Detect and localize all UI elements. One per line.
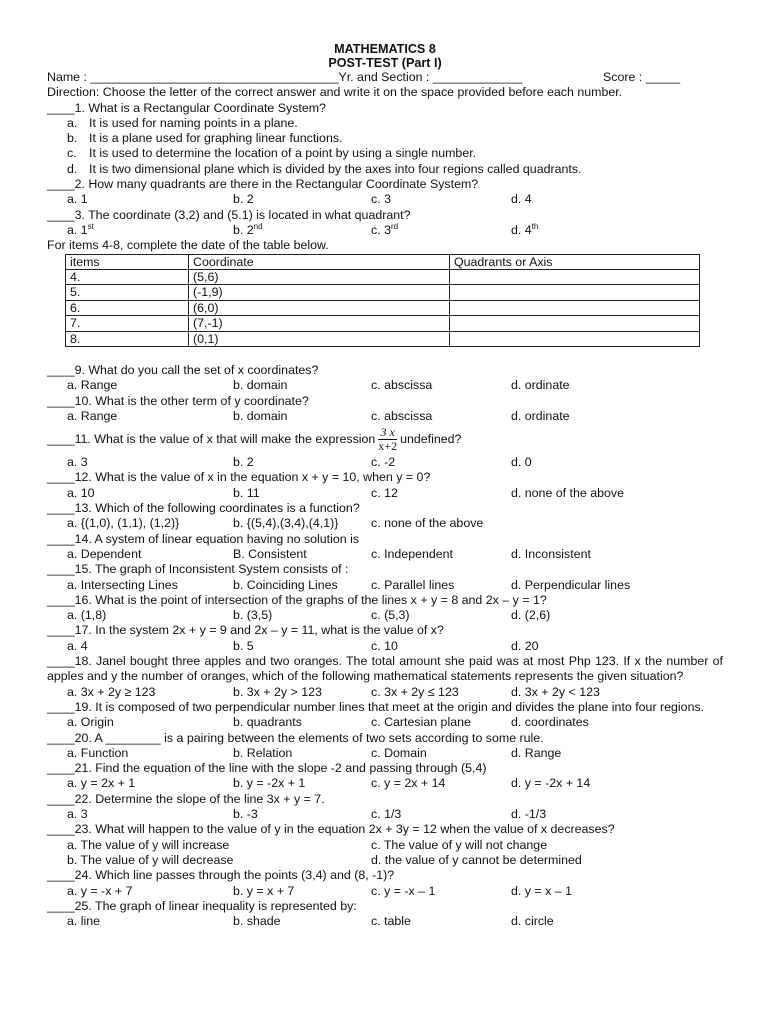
table-row [66,331,700,346]
table-cell-answer[interactable] [450,285,700,300]
q1-option-d: d. It is two dimensional plane which is divided by the axes into four regions called quadrants. [67,161,582,176]
q22-option-a: a. 3 [67,807,88,822]
q19-options [47,715,723,730]
q1-option-a: a. It is used for naming points in a plane. [67,115,298,130]
q20-option-d: d. Range [511,745,562,760]
q17-option-d: d. 20 [511,638,539,653]
direction-text: Direction: Choose the letter of the correct answer and write it on the space provided before each number. [47,85,623,100]
q23-option-a: a. The value of y will increase [67,837,230,852]
q19-option-a: a. Origin [67,715,114,730]
table-cell-item: 8. [66,331,189,346]
q3-option-a: a. 1st [67,221,94,237]
q19-option-b: b. quadrants [233,715,302,730]
q1-option-c: c. It is used to determine the location of a point by using a single number. [67,146,477,161]
q23-options-row2 [47,853,723,868]
question-11: ____11. What is the value of x that will make the expression $\frac{3 x}{x+2}$ undefined? [47,425,462,454]
q24-option-c: c. y = -x – 1 [371,883,436,898]
question-16: ____16. What is the point of intersection of the graphs of the lines x + y = 8 and 2x – y = 1? [47,592,547,607]
q13-option-a: a. {(1,0), (1,1), (1,2)} [67,516,180,531]
page-subtitle: POST-TEST (Part I) [328,56,442,70]
question-10: ____10. What is the other term of y coordinate? [47,393,309,408]
table-header-row [66,254,700,269]
q9-option-c: c. abscissa [371,378,433,393]
q23-options-row1 [47,838,723,853]
q20-option-b: b. Relation [233,745,293,760]
q3-option-d: d. 4th [511,221,539,237]
q21-option-b: b. y = -2x + 1 [233,776,306,791]
q11-option-c: c. -2 [371,455,396,470]
q12-option-d: d. none of the above [511,485,624,500]
q25-option-d: d. circle [511,914,554,929]
table-row [66,316,700,331]
q14-option-d: d. Inconsistent [511,546,591,561]
q21-option-d: d. y = -2x + 14 [511,776,591,791]
q25-option-a: a. line [67,914,101,929]
table-row [66,285,700,300]
question-14: ____14. A system of linear equation having no solution is [47,531,360,546]
q2-option-c: c. 3 [371,192,391,207]
table-cell-answer[interactable] [450,316,700,331]
q9-options [47,378,723,393]
table-cell-item: 4. [66,269,189,284]
question-17: ____17. In the system 2x + y = 9 and 2x – y = 11, what is the value of x? [47,623,444,638]
q18-options [47,685,723,700]
q18-option-b: b. 3x + 2y > 123 [233,684,322,699]
q18-option-c: c. 3x + 2y ≤ 123 [371,684,459,699]
table-cell-item: 7. [66,316,189,331]
test-page [47,42,723,929]
question-12: ____12. What is the value of x in the equation x + y = 10, when y = 0? [47,470,431,485]
q16-option-c: c. (5,3) [371,608,410,623]
q14-option-a: a. Dependent [67,546,142,561]
q10-option-c: c. abscissa [371,408,433,423]
q14-option-b: B. Consistent [233,546,307,561]
question-23: ____23. What will happen to the value of y in the equation 2x + 3y = 12 when the value of x decreases? [47,822,615,837]
q11-option-b: b. 2 [233,455,254,470]
question-15: ____15. The graph of Inconsistent System consists of : [47,562,349,577]
q16-option-b: b. (3,5) [233,608,273,623]
q13-options [47,516,723,531]
q13-option-b: b. {(5,4),(3,4),(4,1)} [233,516,339,531]
q12-option-a: a. 10 [67,485,95,500]
question-18: ____18. Janel bought three apples and two oranges. The total amount she paid was at most Php 123. If x the number of apples and y the number of oranges, which of the following mathematical statements represents the given situation? [47,654,723,684]
table-cell-coordinate: (-1,9) [189,285,450,300]
q1-option-b: b. It is a plane used for graphing linear functions. [67,131,343,146]
name-line [47,70,723,85]
q12-option-b: b. 11 [233,485,260,500]
q3-options [47,223,723,238]
q20-option-c: c. Domain [371,745,427,760]
q16-options [47,608,723,623]
q12-options [47,486,723,501]
q21-option-c: c. y = 2x + 14 [371,776,446,791]
q15-option-a: a. Intersecting Lines [67,577,178,592]
q2-option-d: d. 4 [511,192,532,207]
fraction-expression: $\frac{3 x}{x+2}$ [378,425,398,454]
q14-options [47,547,723,562]
q10-option-b: b. domain [233,408,288,423]
question-19: ____19. It is composed of two perpendicular number lines that meet at the origin and divides the plane into four regions. [47,699,705,714]
question-24: ____24. Which line passes through the points (3,4) and (8, -1)? [47,868,395,883]
name-section-field[interactable]: Name : ____________________________________Yr. and Section : _____________ [47,70,523,84]
q3-option-c: c. 3rd [371,221,399,237]
q2-option-b: b. 2 [233,192,254,207]
q9-option-a: a. Range [67,378,118,393]
table-cell-coordinate: (0,1) [189,331,450,346]
table-cell-coordinate: (6,0) [189,300,450,315]
spacer [47,347,723,363]
table-header-coordinate: Coordinate [189,254,450,269]
table-cell-item: 5. [66,285,189,300]
q22-option-c: c. 1/3 [371,807,402,822]
question-9: ____9. What do you call the set of x coordinates? [47,363,319,377]
q23-option-d: d. the value of y cannot be determined [371,852,582,867]
q22-options [47,807,723,822]
q10-option-a: a. Range [67,408,118,423]
question-20: ____20. A ________ is a pairing between the elements of two sets according to some rule. [47,730,544,745]
q11-option-a: a. 3 [67,455,88,470]
score-field[interactable]: Score : _____ [603,70,681,84]
question-3: ____3. The coordinate (3,2) and (5.1) is located in what quadrant? [47,207,411,222]
q17-option-a: a. 4 [67,638,88,653]
table-cell-answer[interactable] [450,269,700,284]
q25-options [47,914,723,929]
q9-option-b: b. domain [233,378,288,393]
q11-options [47,455,723,470]
q13-option-c: c. none of the above [371,516,484,531]
table-intro: For items 4-8, complete the date of the table below. [47,238,329,253]
table-cell-answer[interactable] [450,300,700,315]
q19-option-c: c. Cartesian plane [371,715,471,730]
q24-options [47,884,723,899]
q21-option-a: a. y = 2x + 1 [67,776,136,791]
question-21: ____21. Find the equation of the line with the slope -2 and passing through (5,4) [47,761,487,776]
q23-option-b: b. The value of y will decrease [67,852,234,867]
question-25: ____25. The graph of linear inequality is represented by: [47,898,357,913]
q2-options [47,192,723,207]
q15-option-c: c. Parallel lines [371,577,455,592]
q24-option-a: a. y = -x + 7 [67,883,133,898]
q24-option-d: d. y = x – 1 [511,883,572,898]
q15-option-b: b. Coinciding Lines [233,577,338,592]
q19-option-d: d. coordinates [511,715,589,730]
q23-option-c: c. The value of y will not change [371,837,548,852]
q25-option-b: b. shade [233,914,281,929]
page-title: MATHEMATICS 8 [334,42,436,56]
coordinate-table [65,254,700,347]
q3-option-b: b. 2nd [233,221,263,237]
table-row [66,300,700,315]
q2-option-a: a. 1 [67,192,88,207]
question-1: ____1. What is a Rectangular Coordinate System? [47,100,326,115]
table-cell-answer[interactable] [450,331,700,346]
q14-option-c: c. Independent [371,546,453,561]
q22-option-b: b. -3 [233,807,258,822]
q15-options [47,578,723,593]
table-row [66,269,700,284]
q10-options [47,409,723,424]
q11-option-d: d. 0 [511,455,532,470]
q24-option-b: b. y = x + 7 [233,883,295,898]
q16-option-a: a. (1,8) [67,608,107,623]
q20-options [47,746,723,761]
table-header-items: items [66,254,189,269]
q10-option-d: d. ordinate [511,408,570,423]
q25-option-c: c. table [371,914,411,929]
table-cell-coordinate: (7,-1) [189,316,450,331]
q17-option-b: b. 5 [233,638,254,653]
q16-option-d: d. (2,6) [511,608,551,623]
q20-option-a: a. Function [67,745,129,760]
q21-options [47,776,723,791]
table-header-quadrant: Quadrants or Axis [450,254,700,269]
q17-option-c: c. 10 [371,638,398,653]
question-13: ____13. Which of the following coordinates is a function? [47,501,360,516]
table-cell-coordinate: (5,6) [189,269,450,284]
question-2: ____2. How many quadrants are there in the Rectangular Coordinate System? [47,177,479,192]
q22-option-d: d. -1/3 [511,807,547,822]
question-22: ____22. Determine the slope of the line 3x + y = 7. [47,791,325,806]
table-cell-item: 6. [66,300,189,315]
q17-options [47,639,723,654]
q12-option-c: c. 12 [371,485,398,500]
q15-option-d: d. Perpendicular lines [511,577,631,592]
q18-option-a: a. 3x + 2y ≥ 123 [67,684,156,699]
q18-option-d: d. 3x + 2y < 123 [511,684,600,699]
q9-option-d: d. ordinate [511,378,570,393]
